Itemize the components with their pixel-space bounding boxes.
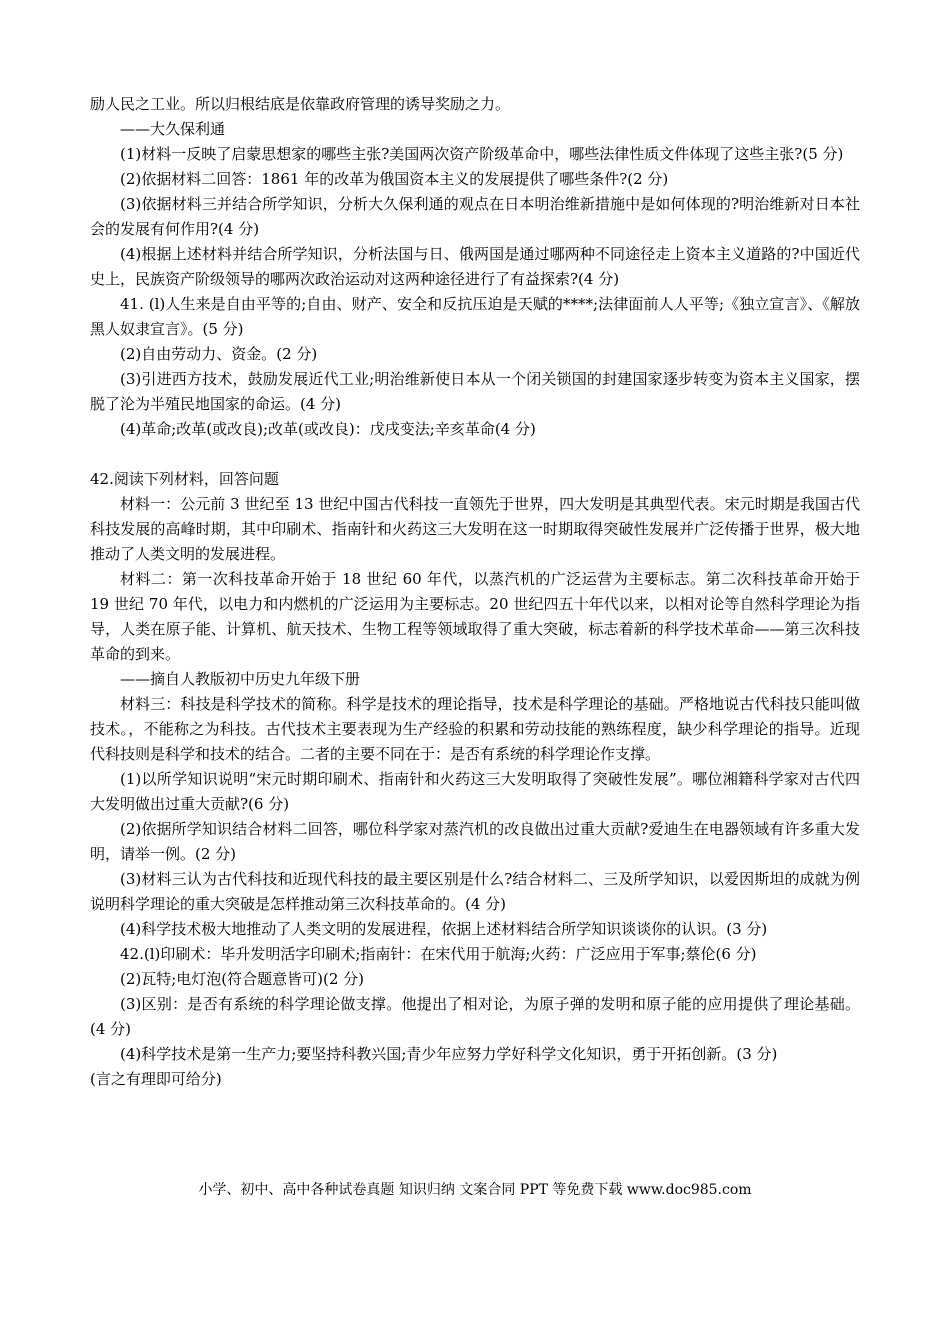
question-42-2: (2)依据所学知识结合材料二回答，哪位科学家对蒸汽机的改良做出过重大贡献?爱迪生在电器领域有许多重大发明，请举一例。(2 分) (90, 820, 860, 863)
answer-42-1: 42.(l)印刷术：毕升发明活字印刷术;指南针：在宋代用于航海;火药：广泛应用于军事;蔡伦(6 分) (120, 945, 757, 963)
question-42-4: (4)科学技术极大地推动了人类文明的发展进程，依据上述材料结合所学知识谈谈你的认识。(3 分) (120, 920, 768, 938)
question-41-3: (3)依据材料三并结合所学知识，分析大久保利通的观点在日本明治维新措施中是如何体现的?明治维新对日本社会的发展有何作用?(4 分) (90, 195, 860, 238)
question-41-2: (2)依据材料二回答：1861 年的改革为俄国资本主义的发展提供了哪些条件?(2 分) (120, 170, 669, 188)
question-41-1: (1)材料一反映了启蒙思想家的哪些主张?美国两次资产阶级革命中，哪些法律性质文件体现了这些主张?(5 分) (120, 145, 844, 163)
question-41-4: (4)根据上述材料并结合所学知识，分析法国与日、俄两国是通过哪两种不同途径走上资本主义道路的?中国近代史上，民族资产阶级领导的哪两次政治运动对这两种途径进行了有益探索?(4 分) (90, 245, 860, 288)
question-42-1: (1)以所学知识说明“宋元时期印刷术、指南针和火药这三大发明取得了突破性发展”。哪位湘籍科学家对古代四大发明做出过重大贡献?(6 分) (90, 770, 860, 813)
answer-41-1: 41. (l)人生来是自由平等的;自由、财产、安全和反抗压迫是天赋的****;法律面前人人平等;《独立宣言》、《解放黑人奴隶宣言》。(5 分) (90, 295, 860, 338)
section-gap (90, 442, 860, 467)
material-42-2-source: ——摘自人教版初中历史九年级下册 (120, 670, 361, 688)
material-source: ——大久保利通 (120, 120, 226, 138)
answer-42-2: (2)瓦特;电灯泡(符合题意皆可)(2 分) (120, 970, 365, 988)
material-continuation: 励人民之工业。所以归根结底是依靠政府管理的诱导奖励之力。 (90, 95, 511, 113)
answer-42-4-note: (言之有理即可给分) (90, 1070, 222, 1088)
page-footer: 小学、初中、高中各种试卷真题 知识归纳 文案合同 PPT 等免费下载 www.doc985.com (198, 1182, 752, 1198)
material-42-3: 材料三：科技是科学技术的简称。科学是技术的理论指导，技术是科学理论的基础。严格地说古代科技只能叫做技术。，不能称之为科技。古代技术主要表现为生产经验的积累和劳动技能的熟练程度，缺少科学理论的指导。近现代科技则是科学和技术的结合。二者的主要不同在于：是否有系统的科学理论作支撑。 (90, 695, 860, 763)
material-42-1: 材料一：公元前 3 世纪至 13 世纪中国古代科技一直领先于世界，四大发明是其典型代表。宋元时期是我国古代科技发展的高峰时期，其中印刷术、指南针和火药这三大发明在这一时期取得突破性发展并广泛传播于世界，极大地推动了人类文明的发展进程。 (90, 495, 860, 563)
answer-41-2: (2)自由劳动力、资金。(2 分) (120, 345, 318, 363)
answer-42-4: (4)科学技术是第一生产力;要坚持科教兴国;青少年应努力学好科学文化知识，勇于开拓创新。(3 分) (120, 1045, 778, 1063)
question-42-3: (3)材料三认为古代科技和近现代科技的最主要区别是什么?结合材料二、三及所学知识，以爱因斯坦的成就为例说明科学理论的重大突破是怎样推动第三次科技革命的。(4 分) (90, 870, 860, 913)
material-42-2: 材料二：第一次科技革命开始于 18 世纪 60 年代，以蒸汽机的广泛运营为主要标志。第二次科技革命开始于 19 世纪 70 年代，以电力和内燃机的广泛运用为主要标志。20 世纪四五十年代以来，以相对论等自然科学理论为指导，人类在原子能、计算机、航天技术、生物工程等领域取得了重大突破，标志着新的科学技术革命——第三次科技革命的到来。 (90, 570, 860, 663)
question-42-heading: 42.阅读下列材料，回答问题 (90, 470, 279, 488)
document-body (90, 92, 860, 1092)
answer-41-3: (3)引进西方技术，鼓励发展近代工业;明治维新使日本从一个闭关锁国的封建国家逐步转变为资本主义国家，摆脱了沦为半殖民地国家的命运。(4 分) (90, 370, 860, 413)
answer-42-3: (3)区别：是否有系统的科学理论做支撑。他提出了相对论，为原子弹的发明和原子能的应用提供了理论基础。(4 分) (90, 995, 860, 1038)
answer-41-4: (4)革命;改革(或改良);改革(或改良)：戊戌变法;辛亥革命(4 分) (120, 420, 536, 438)
